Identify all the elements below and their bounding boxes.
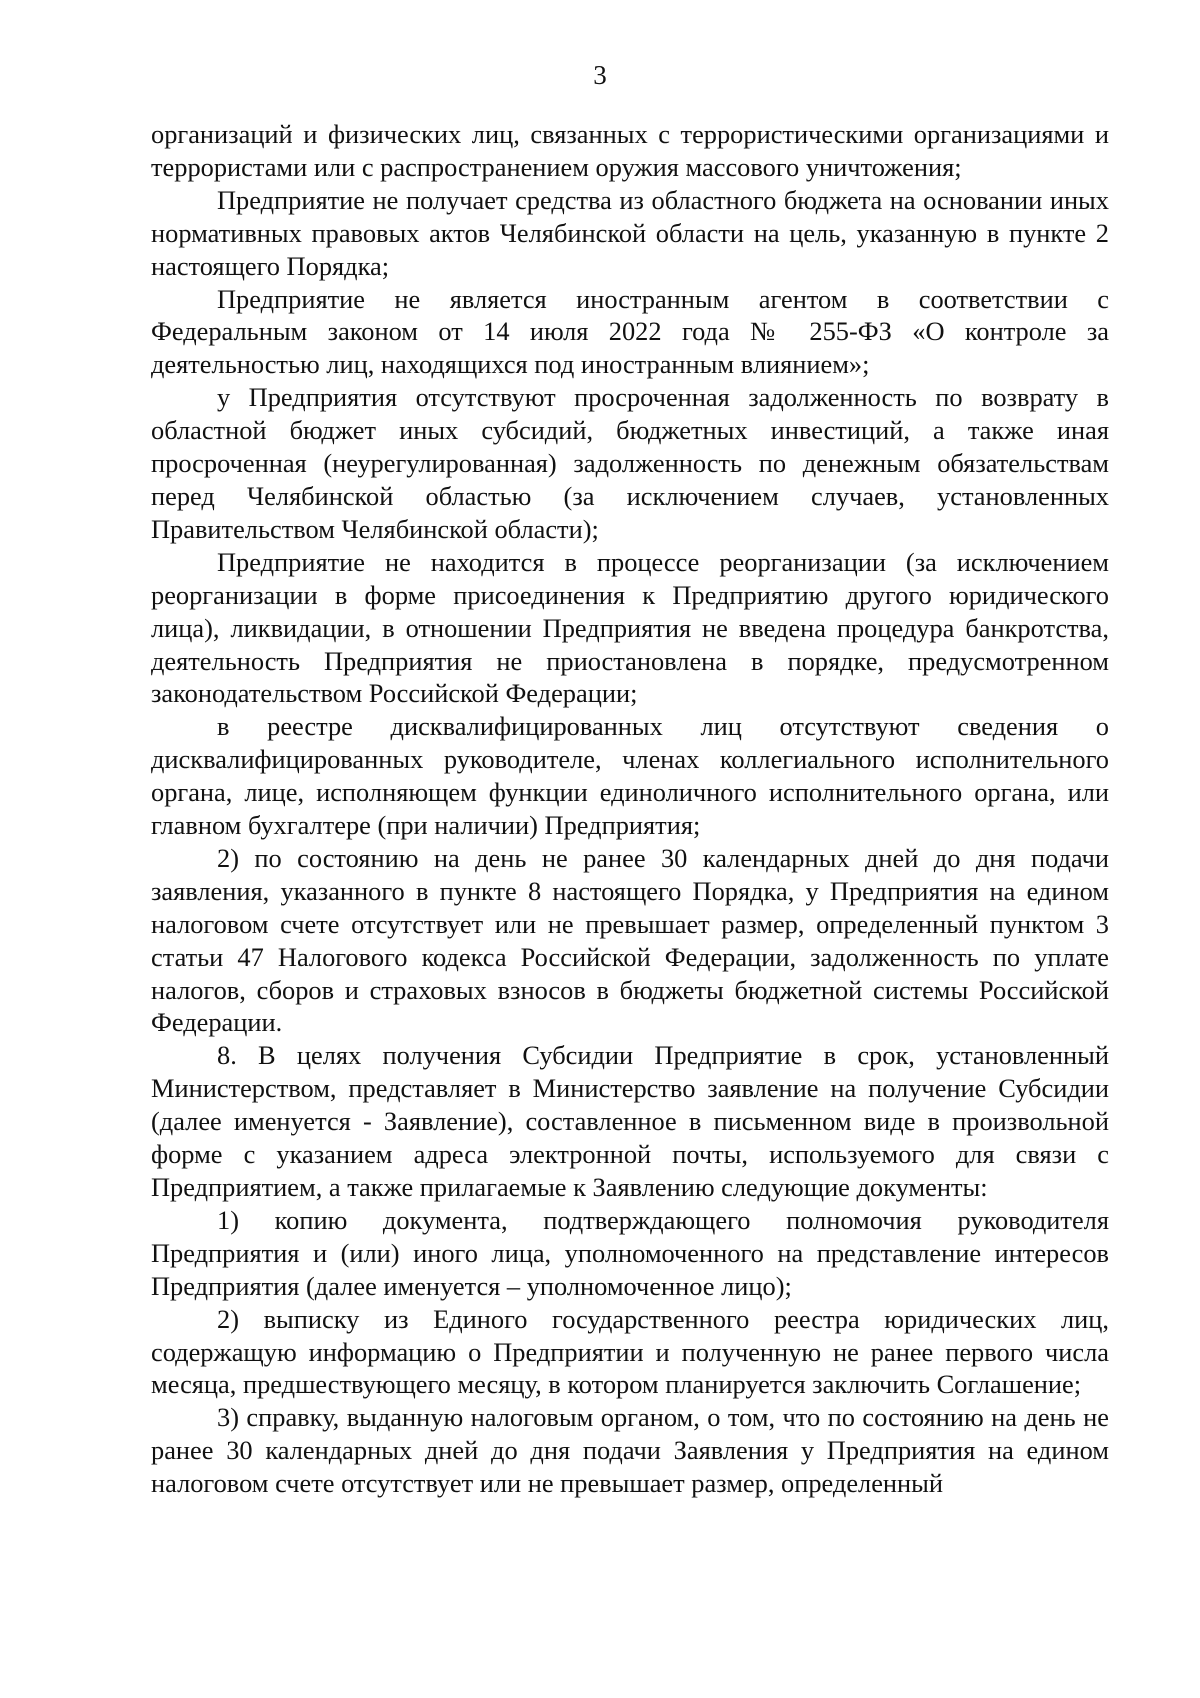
- paragraph: 8. В целях получения Субсидии Предприятие в срок, установленный Министерством, представляет в Министерство заявление на получение Субсидии (далее именуется - Заявление), составленное в письменном виде в произвольной форме с указанием адреса электронной почты, используемого для связи с Предприятием, а также прилагаемые к Заявлению следующие документы:: [151, 1040, 1109, 1202]
- paragraph: в реестре дисквалифицированных лиц отсутствуют сведения о дисквалифицированных руководителе, членах коллегиального исполнительного органа, лице, исполняющем функции единоличного исполнительного органа, или главном бухгалтере (при наличии) Предприятия;: [151, 711, 1109, 841]
- paragraph: 2) по состоянию на день не ранее 30 календарных дней до дня подачи заявления, указанного в пункте 8 настоящего Порядка, у Предприятия на едином налоговом счете отсутствует или не превышает размер, определенный пунктом 3 статьи 47 Налогового кодекса Российской Федерации, задолженность по уплате налогов, сборов и страховых взносов в бюджеты бюджетной системы Российской Федерации.: [151, 842, 1109, 1038]
- paragraph: 1) копию документа, подтверждающего полномочия руководителя Предприятия и (или) иного лица, уполномоченного на представление интересов Предприятия (далее именуется – уполномоченное лицо);: [151, 1204, 1109, 1301]
- paragraph: Предприятие не находится в процессе реорганизации (за исключением реорганизации в форме присоединения к Предприятию другого юридического лица), ликвидации, в отношении Предприятия не введена процедура банкротства, деятельность Предприятия не приостановлена в порядке, предусмотренном законодательством Российской Федерации;: [151, 546, 1109, 709]
- paragraph: Предприятие не получает средства из областного бюджета на основании иных нормативных правовых актов Челябинской области на цель, указанную в пункте 2 настоящего Порядка;: [151, 184, 1109, 281]
- paragraph: организаций и физических лиц, связанных с террористическими организациями и террористами или с распространением оружия массового уничтожения;: [151, 119, 1109, 182]
- page-number: 3: [593, 60, 607, 90]
- paragraph: у Предприятия отсутствуют просроченная задолженность по возврату в областной бюджет иных субсидий, бюджетных инвестиций, а также иная просроченная (неурегулированная) задолженность по денежным обязательствам перед Челябинской областью (за исключением случаев, установленных Правительством Челябинской области);: [151, 382, 1109, 544]
- paragraph: Предприятие не является иностранным агентом в соответствии с Федеральным законом от 14 июля 2022 года № 255-ФЗ «О контроле за деятельностью лиц, находящихся под иностранным влиянием»;: [151, 283, 1109, 380]
- paragraph: 2) выписку из Единого государственного реестра юридических лиц, содержащую информацию о Предприятии и полученную не ранее первого числа месяца, предшествующего месяцу, в котором планируется заключить Соглашение;: [151, 1303, 1109, 1400]
- paragraph: 3) справку, выданную налоговым органом, о том, что по состоянию на день не ранее 30 календарных дней до дня подачи Заявления у Предприятия на едином налоговом счете отсутствует или не превышает размер, определенный: [151, 1402, 1109, 1499]
- document-body: [151, 118, 1109, 1500]
